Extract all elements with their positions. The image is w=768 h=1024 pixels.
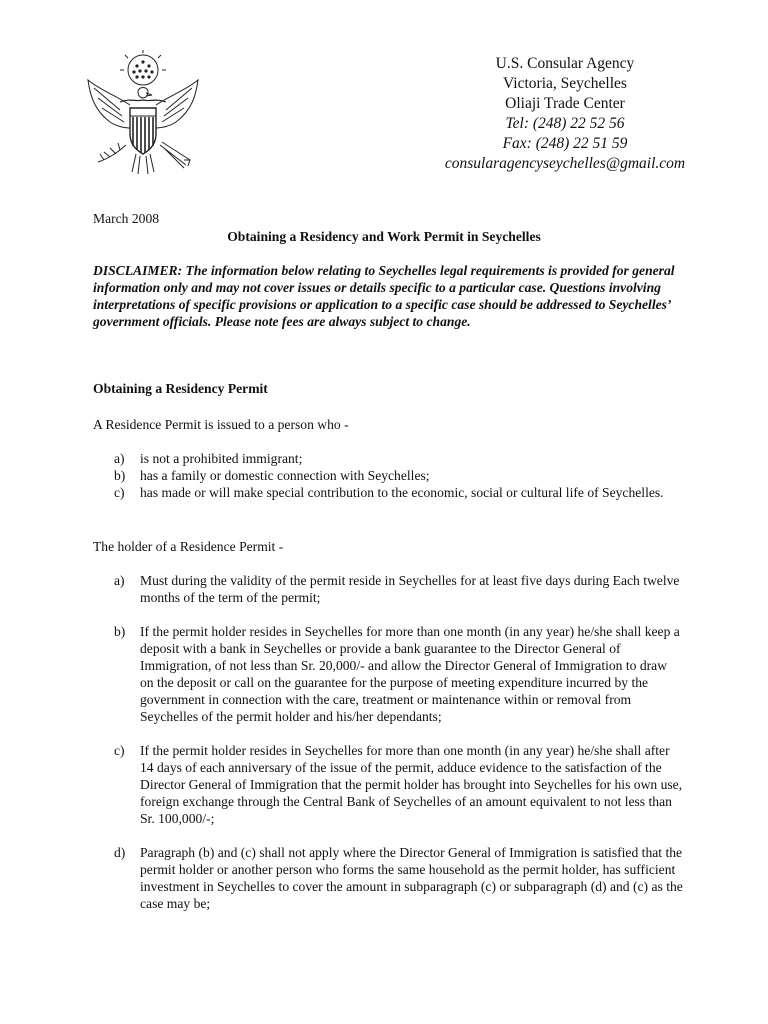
list-item-label: b) bbox=[114, 468, 126, 483]
list-item-text: has a family or domestic connection with Seychelles; bbox=[140, 468, 430, 483]
list-item-text: Paragraph (b) and (c) shall not apply where the Director General of Immigration is satisfied that the permit holder or another person who forms the same household as the permit holder, has sufficient investment in Seychelles to cover the amount in subparagraph (c) or subparagraph (d) and (c) as the case may be; bbox=[140, 845, 683, 911]
list-item-text: Must during the validity of the permit reside in Seychelles for at least five days during Each twelve months of the term of the permit; bbox=[140, 573, 680, 605]
disclaimer-paragraph: DISCLAIMER: The information below relating to Seychelles legal requirements is provided for general information only and may not cover issues or details specific to a particular case. Questions involving interpretations of specific provisions or application to a specific case should be addressed to Seychelles’ government officials. Please note fees are always subject to change. bbox=[93, 263, 675, 329]
issued-to-list bbox=[93, 450, 683, 501]
issued-intro: A Residence Permit is issued to a person who - bbox=[93, 417, 349, 432]
list-item-text: If the permit holder resides in Seychelles for more than one month (in any year) he/she shall after 14 days of each anniversary of the issue of the permit, adduce evidence to the satisfaction of the Director General of Immigration that the permit holder has brought into Seychelles for his own use, foreign exchange through the Central Bank of Seychelles of an amount equivalent to not less than Sr. 100,000/-; bbox=[140, 743, 683, 826]
list-item-text: has made or will make special contribution to the economic, social or cultural life of Seychelles. bbox=[140, 485, 664, 500]
list-item-label: c) bbox=[114, 485, 125, 500]
agency-building: Oliaji Trade Center bbox=[505, 95, 625, 112]
agency-email: consularagencyseychelles@gmail.com bbox=[444, 155, 686, 172]
document-title: Obtaining a Residency and Work Permit in Seychelles bbox=[227, 229, 541, 244]
list-item-text: is not a prohibited immigrant; bbox=[140, 451, 303, 466]
document-date: March 2008 bbox=[93, 211, 160, 226]
holder-conditions-list bbox=[93, 572, 683, 929]
list-item bbox=[93, 450, 683, 467]
letterhead bbox=[400, 54, 730, 174]
list-item bbox=[93, 742, 683, 827]
list-item bbox=[93, 844, 683, 912]
list-item bbox=[93, 484, 683, 501]
list-item-label: d) bbox=[114, 845, 126, 860]
list-item bbox=[93, 467, 683, 484]
list-item-label: c) bbox=[114, 743, 125, 758]
holder-intro: The holder of a Residence Permit - bbox=[93, 539, 284, 554]
agency-city: Victoria, Seychelles bbox=[503, 75, 627, 92]
us-great-seal-icon bbox=[80, 50, 206, 180]
agency-tel: Tel: (248) 22 52 56 bbox=[505, 115, 625, 132]
agency-fax: Fax: (248) 22 51 59 bbox=[502, 135, 628, 152]
list-item bbox=[93, 623, 683, 725]
list-item bbox=[93, 572, 683, 606]
list-item-text: If the permit holder resides in Seychelles for more than one month (in any year) he/she shall keep a deposit with a bank in Seychelles or provide a bank guarantee to the Director General of Immigration, of not less than Sr. 20,000/- and allow the Director General of Immigration to draw on the deposit or call on the guarantee for the purpose of meeting expenditure incurred by the government in connection with the care, treatment or maintenance within or removal from Seychelles of the permit holder and his/her dependants; bbox=[140, 624, 680, 724]
agency-name: U.S. Consular Agency bbox=[495, 55, 635, 72]
list-item-label: a) bbox=[114, 573, 125, 588]
list-item-label: a) bbox=[114, 451, 125, 466]
list-item-label: b) bbox=[114, 624, 126, 639]
section-heading: Obtaining a Residency Permit bbox=[93, 381, 268, 396]
